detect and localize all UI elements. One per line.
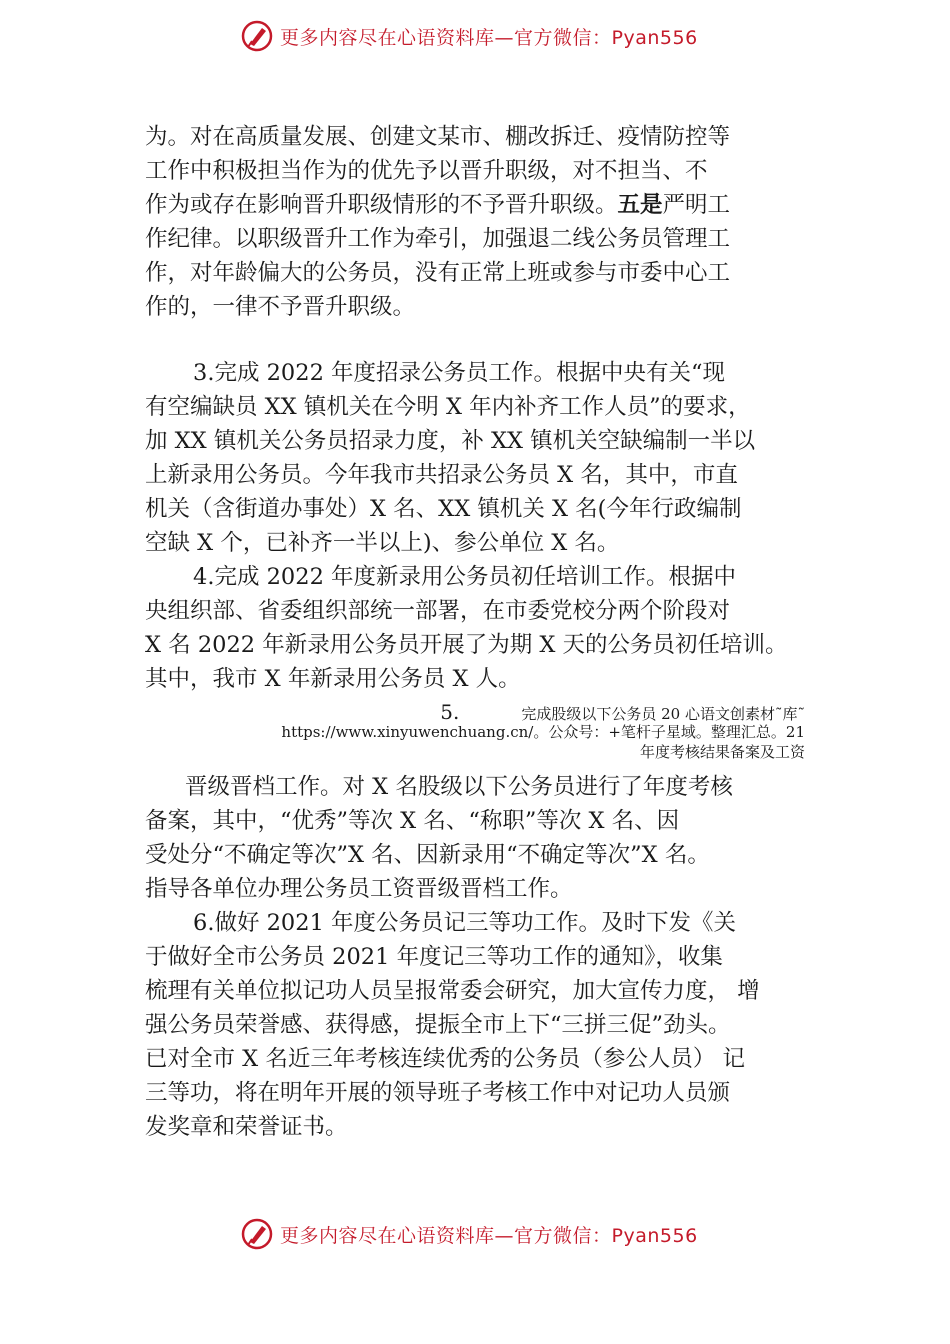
text-line [145, 188, 845, 222]
text-run: 严明工 [662, 192, 731, 218]
text-line: 已对全市 X 名近三年考核连续优秀的公务员（参公人员） 记 [145, 1046, 745, 1072]
banner-text: 更多内容尽在心语资料库—官方微信：Pyan556 [280, 1224, 698, 1247]
paragraph-continuation [145, 120, 845, 324]
text-line: 央组织部、省委组织部统一部署，在市委党校分两个阶段对 [145, 598, 731, 624]
item-3-paragraph [145, 356, 845, 560]
item-5-paragraph [145, 702, 845, 906]
text-line: 加 XX 镇机关公务员招录力度，补 XX 镇机关空缺编制一半以 [145, 428, 756, 454]
text-line: 作的，一律不予晋升职级。 [145, 294, 416, 320]
text-line: 强公务员荣誉感、获得感，提振全市上下“三拼三促”劲头。 [145, 1012, 731, 1038]
text-line: 备案，其中，“优秀”等次 X 名、“称职”等次 X 名、因 [145, 808, 680, 834]
text-line: 有空编缺员 XX 镇机关在今明 X 年内补齐工作人员”的要求， [145, 394, 751, 420]
text-run: 作为或存在影响晋升职级情形的不予晋升职级。 [145, 192, 618, 218]
item-6-paragraph [145, 906, 845, 1144]
text-line: 空缺 X 个，已补齐一半以上)、参公单位 X 名。 [145, 530, 620, 556]
pen-nib-logo-icon [240, 1217, 274, 1251]
text-line: 机关（含街道办事处）X 名、XX 镇机关 X 名(今年行政编制 [145, 496, 742, 522]
banner-text: 更多内容尽在心语资料库—官方微信：Pyan556 [280, 26, 698, 49]
footer-banner [240, 1216, 698, 1252]
text-line: 作纪律。以职级晋升工作为牵引，加强退二线公务员管理工 [145, 226, 731, 252]
text-line: 为。对在高质量发展、创建文某市、棚改拆迁、疫情防控等 [145, 124, 731, 150]
text-line: 梳理有关单位拟记功人员呈报常委会研究，加大宣传力度， 增 [145, 978, 760, 1004]
text-line: 作，对年龄偏大的公务员，没有正常上班或参与市委中心工 [145, 260, 731, 286]
text-line: 指导各单位办理公务员工资晋级晋档工作。 [145, 876, 573, 902]
document-body [145, 120, 845, 1144]
bold-point-label: 五是 [617, 192, 663, 218]
text-line: 晋级晋档工作。对 X 名股级以下公务员进行了年度考核 [185, 774, 733, 800]
text-line: 受处分“不确定等次”X 名、因新录用“不确定等次”X 名。 [145, 842, 710, 868]
text-line: 3.完成 2022 年度招录公务员工作。根据中央有关“现 [193, 360, 726, 386]
text-line: 4.完成 2022 年度新录用公务员初任培训工作。根据中 [193, 564, 737, 590]
text-line: 工作中积极担当作为的优先予以晋升职级，对不担当、不 [145, 158, 708, 184]
text-line: X 名 2022 年新录用公务员开展了为期 X 天的公务员初任培训。 [145, 632, 788, 658]
watermark-line: 年度考核结果备案及工资 [639, 743, 805, 761]
item-number: 5. [440, 700, 460, 724]
text-line: 于做好全市公务员 2021 年度记三等功工作的通知》，收集 [145, 944, 723, 970]
watermark-url-line: https://www.xinyuwenchuang.cn/。公众号：+笔杆子星域。整理汇总。21 [281, 723, 805, 741]
text-line: 其中，我市 X 年新录用公务员 X 人。 [145, 666, 521, 692]
header-banner [240, 18, 698, 54]
watermark-line [145, 702, 845, 722]
item-4-paragraph [145, 560, 845, 696]
text-line: 三等功，将在明年开展的领导班子考核工作中对记功人员颁 [145, 1080, 731, 1106]
pen-nib-logo-icon [240, 19, 274, 53]
text-line: 6.做好 2021 年度公务员记三等功工作。及时下发《关 [193, 910, 737, 936]
text-line: 发奖章和荣誉证书。 [145, 1114, 348, 1140]
text-run: 完成股级以下公务员 20 心语文创素材˜库˜ [521, 705, 805, 723]
text-line: 上新录用公务员。今年我市共招录公务员 X 名，其中，市直 [145, 462, 738, 488]
